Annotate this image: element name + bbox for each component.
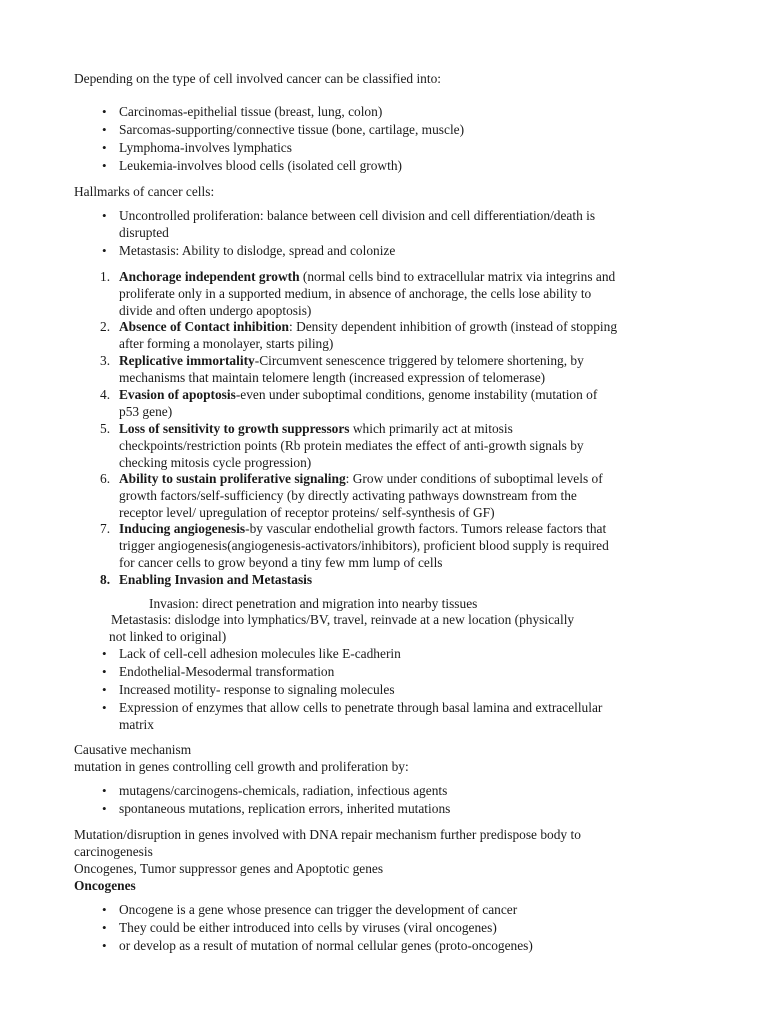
list-number: 2. — [100, 319, 111, 334]
oncogene-item: or develop as a result of mutation of normal cellular genes (proto-oncogenes) — [119, 938, 533, 953]
numbered-item-cont: checking mitosis cycle progression) — [119, 455, 312, 470]
numbered-item-title: Loss of sensitivity to growth suppressors — [119, 421, 350, 436]
bullet-marker: • — [102, 208, 107, 223]
bullet-marker: • — [102, 938, 107, 953]
numbered-item-cont: proliferate only in a supported medium, in absence of anchorage, the cells lose ability to — [119, 286, 592, 301]
invasion-item-cont: matrix — [119, 717, 154, 732]
list-number: 5. — [100, 421, 111, 436]
numbered-item — [119, 268, 615, 285]
numbered-item-text: -even under suboptimal conditions, genome instability (mutation of — [235, 387, 598, 402]
numbered-item-cont: growth factors/self-sufficiency (by directly activating pathways downstream from the — [119, 488, 577, 503]
numbered-item-text: which primarily act at mitosis — [349, 421, 513, 436]
oncogene-item: Oncogene is a gene whose presence can trigger the development of cancer — [119, 902, 518, 917]
classification-item: Carcinomas-epithelial tissue (breast, lung, colon) — [119, 104, 383, 119]
bullet-marker: • — [102, 664, 107, 679]
oncogenes-heading — [74, 877, 136, 894]
numbered-item — [119, 318, 617, 335]
list-number: 8. — [100, 572, 111, 587]
numbered-item-cont: p53 gene) — [119, 404, 173, 419]
hallmark-item: Metastasis: Ability to dislodge, spread and colonize — [119, 243, 396, 258]
classification-item: Leukemia-involves blood cells (isolated cell growth) — [119, 158, 402, 173]
bullet-marker: • — [102, 158, 107, 173]
numbered-item-text: -by vascular endothelial growth factors. Tumors release factors that — [245, 521, 607, 536]
bullet-marker: • — [102, 646, 107, 661]
oncogenes-heading-text: Oncogenes — [74, 878, 136, 893]
list-number: 3. — [100, 353, 111, 368]
numbered-item-cont: divide and often undergo apoptosis) — [119, 303, 312, 318]
numbered-item — [119, 470, 603, 487]
bullet-marker: • — [102, 783, 107, 798]
bullet-marker: • — [102, 801, 107, 816]
causative-item: spontaneous mutations, replication errors, inherited mutations — [119, 801, 451, 816]
numbered-item-text: -Circumvent senescence triggered by telomere shortening, by — [254, 353, 584, 368]
numbered-item-cont: checkpoints/restriction points (Rb protein mediates the effect of anti-growth signals by — [119, 438, 584, 453]
numbered-item-title: Ability to sustain proliferative signaling — [119, 471, 346, 486]
dna-repair-text-cont: carcinogenesis — [74, 844, 153, 859]
numbered-item-text: : Density dependent inhibition of growth (instead of stopping — [289, 319, 618, 334]
bullet-marker: • — [102, 122, 107, 137]
numbered-item-title: Enabling Invasion and Metastasis — [119, 572, 313, 587]
numbered-item-title: Replicative immortality — [119, 353, 255, 368]
intro-text: Depending on the type of cell involved cancer can be classified into: — [74, 71, 441, 86]
invasion-definition: Invasion: direct penetration and migration into nearby tissues — [149, 596, 478, 611]
bullet-marker: • — [102, 902, 107, 917]
numbered-item-text: (normal cells bind to extracellular matrix via integrins and — [299, 269, 616, 284]
bullet-marker: • — [102, 920, 107, 935]
list-number: 6. — [100, 471, 111, 486]
invasion-item: Lack of cell-cell adhesion molecules like E-cadherin — [119, 646, 401, 661]
list-number: 7. — [100, 521, 111, 536]
bullet-marker: • — [102, 140, 107, 155]
invasion-item: Endothelial-Mesodermal transformation — [119, 664, 335, 679]
causative-heading: Causative mechanism — [74, 742, 192, 757]
bullet-marker: • — [102, 700, 107, 715]
invasion-item: Increased motility- response to signaling molecules — [119, 682, 395, 697]
list-number: 1. — [100, 269, 111, 284]
metastasis-definition: Metastasis: dislodge into lymphatics/BV, travel, reinvade at a new location (physically — [111, 612, 575, 627]
metastasis-definition-cont: not linked to original) — [109, 629, 227, 644]
numbered-item-title: Evasion of apoptosis — [119, 387, 236, 402]
list-number: 4. — [100, 387, 111, 402]
causative-item: mutagens/carcinogens-chemicals, radiation, infectious agents — [119, 783, 448, 798]
numbered-item — [119, 352, 584, 369]
numbered-item-title: Absence of Contact inhibition — [119, 319, 289, 334]
classification-item: Sarcomas-supporting/connective tissue (bone, cartilage, muscle) — [119, 122, 465, 137]
dna-repair-text: Mutation/disruption in genes involved with DNA repair mechanism further predispose body to — [74, 827, 581, 842]
hallmark-item: Uncontrolled proliferation: balance between cell division and cell differentiation/death is — [119, 208, 596, 223]
classification-item: Lymphoma-involves lymphatics — [119, 140, 292, 155]
hallmark-item-cont: disrupted — [119, 225, 169, 240]
hallmarks-heading: Hallmarks of cancer cells: — [74, 184, 215, 199]
numbered-item-title: Anchorage independent growth — [119, 269, 300, 284]
numbered-item — [119, 571, 312, 588]
gene-types-text: Oncogenes, Tumor suppressor genes and Apoptotic genes — [74, 861, 384, 876]
numbered-item — [119, 420, 513, 437]
numbered-item-cont: receptor level/ upregulation of receptor proteins/ self-synthesis of GF) — [119, 505, 495, 520]
bullet-marker: • — [102, 243, 107, 258]
numbered-item — [119, 520, 606, 537]
numbered-item-text: : Grow under conditions of suboptimal levels of — [345, 471, 603, 486]
numbered-item-cont: for cancer cells to grow beyond a tiny few mm lump of cells — [119, 555, 443, 570]
oncogene-item: They could be either introduced into cells by viruses (viral oncogenes) — [119, 920, 497, 935]
causative-subheading: mutation in genes controlling cell growth and proliferation by: — [74, 759, 409, 774]
numbered-item-cont: mechanisms that maintain telomere length (increased expression of telomerase) — [119, 370, 546, 385]
bullet-marker: • — [102, 104, 107, 119]
numbered-item-cont: trigger angiogenesis(angiogenesis-activators/inhibitors), proficient blood supply is required — [119, 538, 609, 553]
numbered-item — [119, 386, 597, 403]
invasion-item: Expression of enzymes that allow cells to penetrate through basal lamina and extracellular — [119, 700, 603, 715]
bullet-marker: • — [102, 682, 107, 697]
numbered-item-cont: after forming a monolayer, starts piling) — [119, 336, 334, 351]
numbered-item-title: Inducing angiogenesis — [119, 521, 246, 536]
